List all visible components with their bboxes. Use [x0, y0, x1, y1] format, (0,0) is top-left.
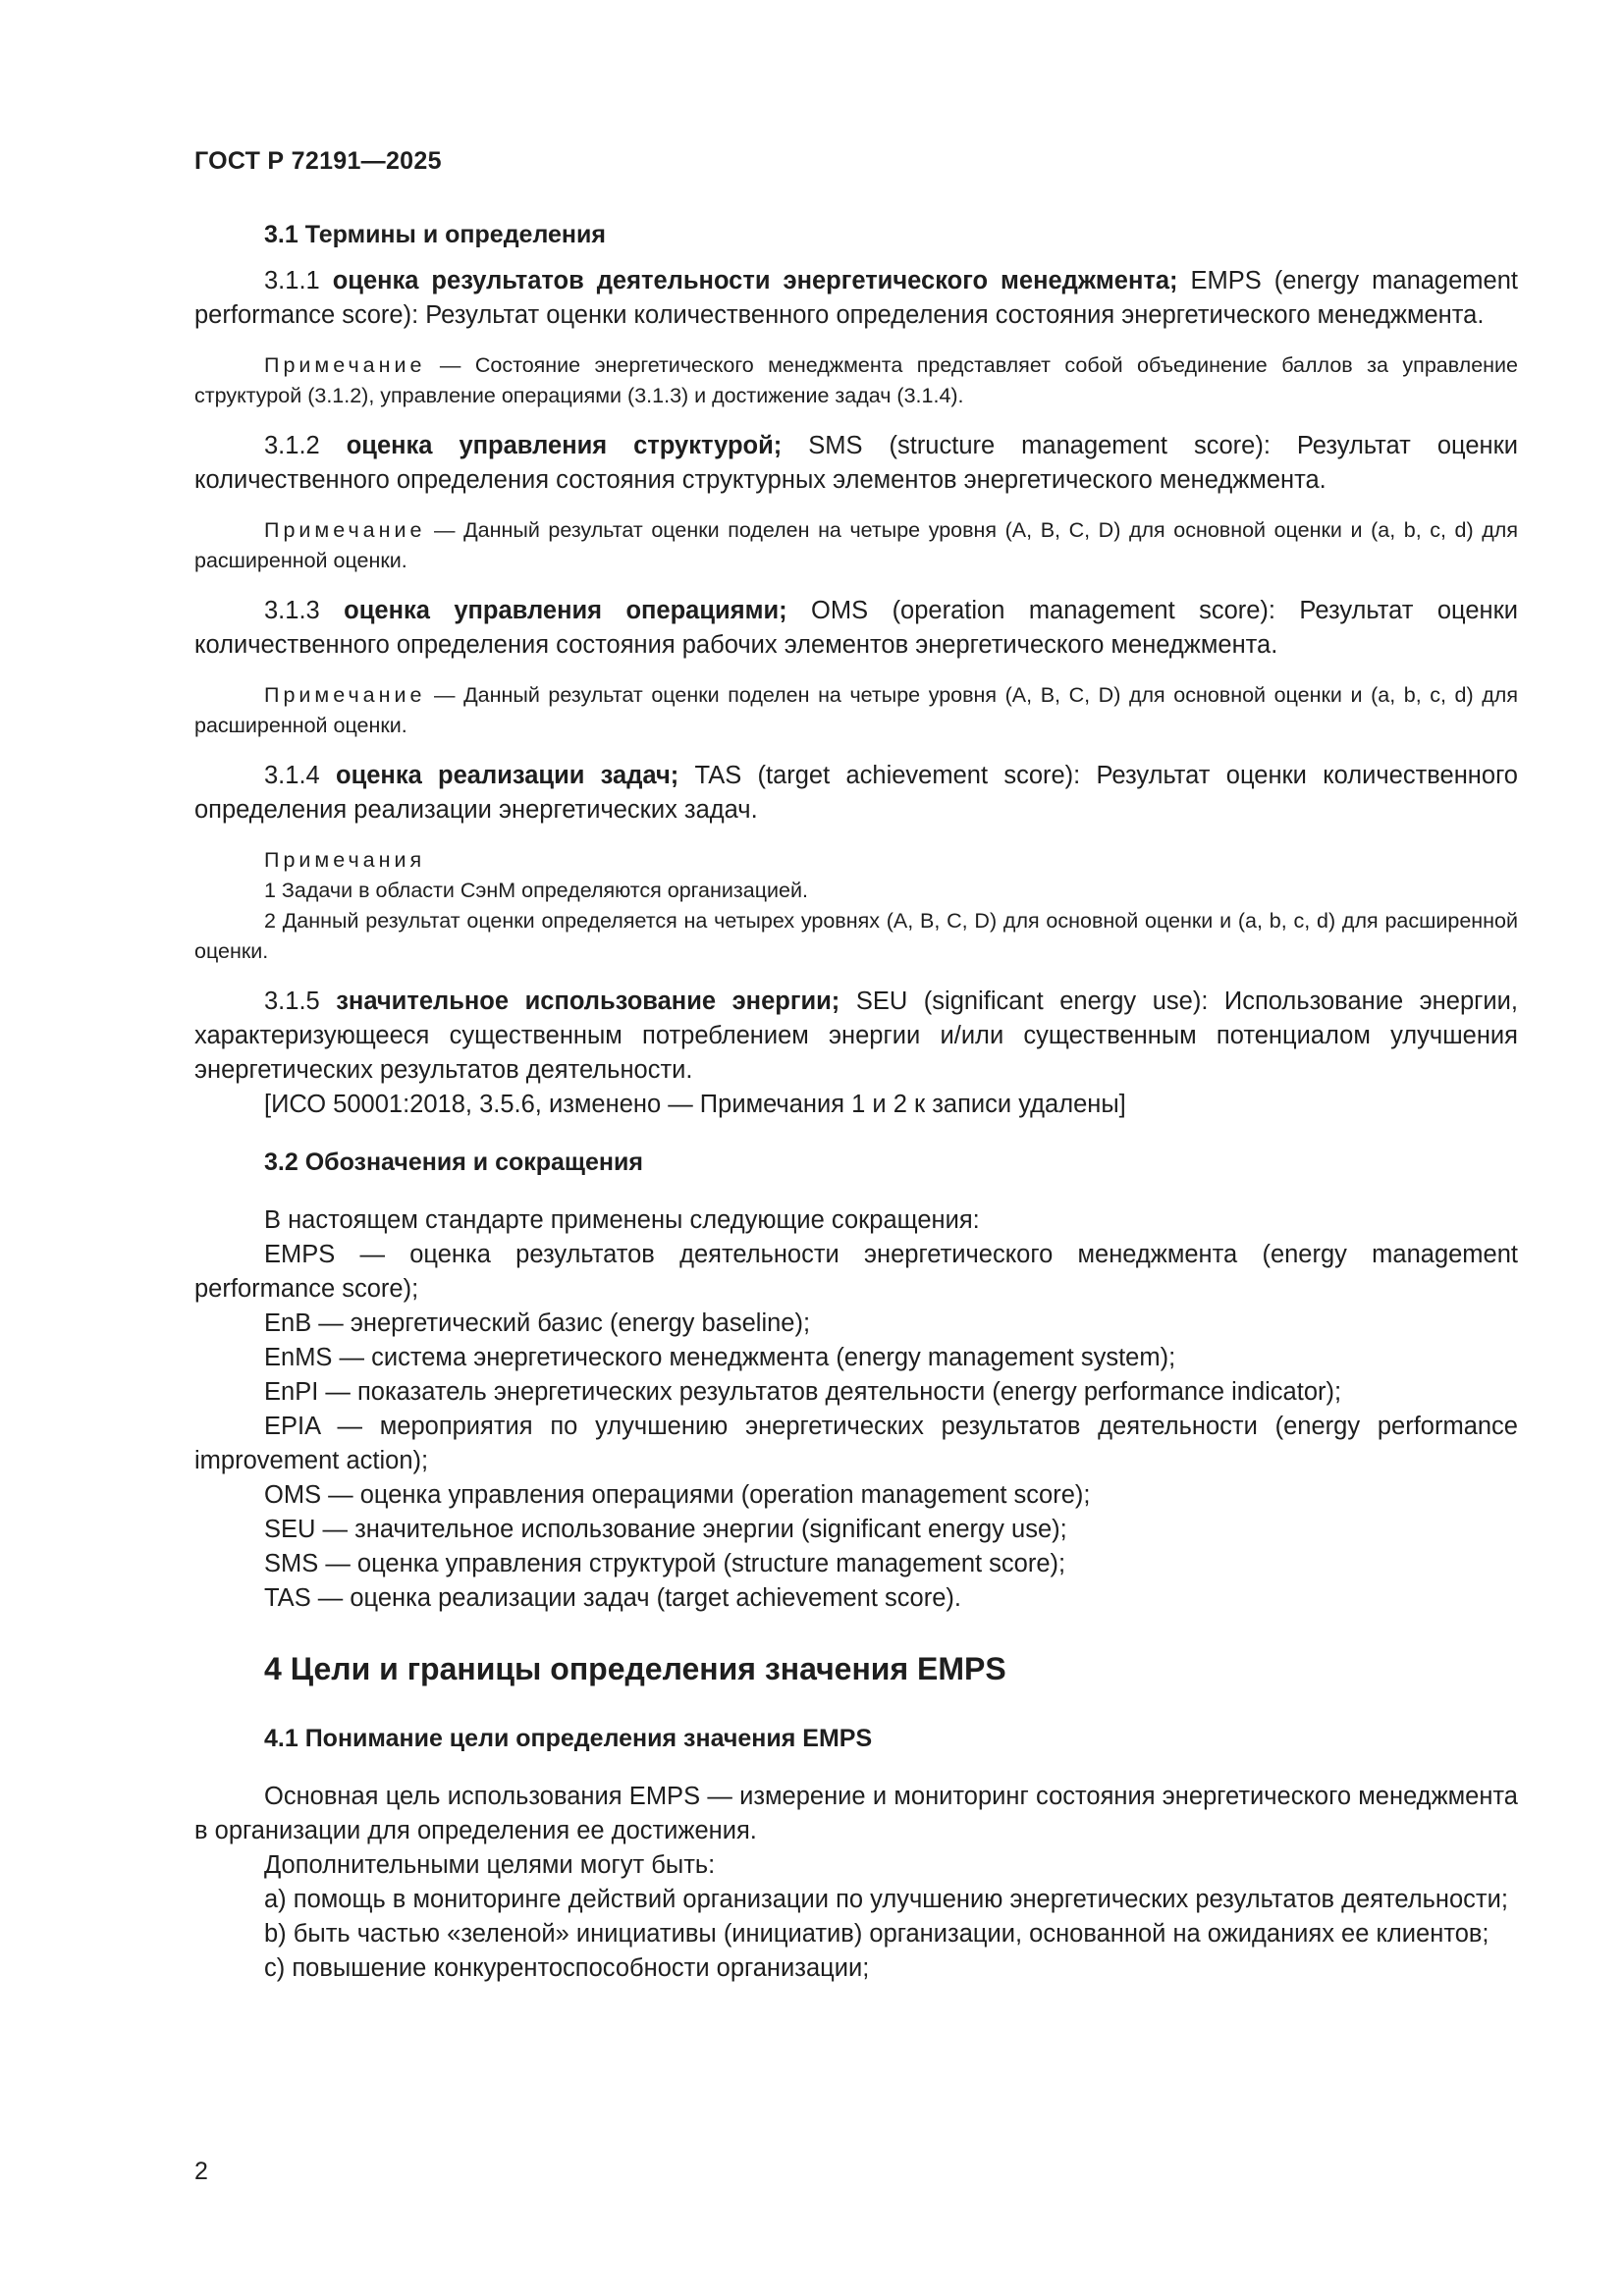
- abbreviation-item: EMPS — оценка результатов деятельности энергетического менеджмента (energy management performance score);: [194, 1241, 1518, 1303]
- section-4-1-title: 4.1 Понимание цели определения значения EMPS: [264, 1725, 873, 1752]
- abbreviation-item: TAS — оценка реализации задач (target achievement score).: [264, 1584, 961, 1612]
- section-4-1-paragraph: Дополнительными целями могут быть:: [264, 1851, 716, 1879]
- note-3-1-2: Примечание — Данный результат оценки поделен на четыре уровня (A, B, C, D) для основной оценки и (a, b, c, d) для расширенной оценки.: [194, 518, 1518, 572]
- section-3-2-title: 3.2 Обозначения и сокращения: [264, 1148, 643, 1176]
- abbreviation-item: EnB — энергетический базис (energy baseline);: [264, 1309, 811, 1337]
- section-3-1-title: 3.1 Термины и определения: [264, 221, 606, 248]
- abbreviations-intro: В настоящем стандарте применены следующие сокращения:: [264, 1206, 980, 1234]
- list-item-c: c) повышение конкурентоспособности организации;: [264, 1954, 870, 1982]
- section-4-title: 4 Цели и границы определения значения EMPS: [264, 1651, 1006, 1686]
- term-3-1-2: 3.1.2 оценка управления структурой; SMS (structure management score): Результат оценки количественного определения состояния структурных элементов энергетического менеджмента.: [194, 432, 1519, 494]
- abbreviation-item: SEU — значительное использование энергии (significant energy use);: [264, 1516, 1067, 1543]
- term-3-1-1: 3.1.1 оценка результатов деятельности энергетического менеджмента; EMPS (energy management performance score): Результат оценки количественного определения состояния энергетического менеджмента.: [194, 267, 1518, 329]
- abbreviation-item: OMS — оценка управления операциями (operation management score);: [264, 1481, 1091, 1509]
- abbreviation-item: EnPI — показатель энергетических результатов деятельности (energy performance indicator);: [264, 1378, 1342, 1406]
- document-header: ГОСТ Р 72191—2025: [194, 147, 442, 175]
- term-3-1-5: 3.1.5 значительное использование энергии; SEU (significant energy use): Использование энергии, характеризующееся существенным потреблением энергии и/или существенным потенциалом улучшения энергетических результатов деятельности.: [194, 988, 1518, 1084]
- abbreviation-item: EnMS — система энергетического менеджмента (energy management system);: [264, 1344, 1176, 1371]
- note-3-1-4-2: 2 Данный результат оценки определяется на четырех уровнях (A, B, C, D) для основной оценки и (a, b, c, d) для расширенной оценки.: [194, 909, 1518, 963]
- notes-label-3-1-4: Примечания: [264, 848, 426, 872]
- list-item-b: b) быть частью «зеленой» инициативы (инициатив) организации, основанной на ожиданиях ее клиентов;: [264, 1920, 1489, 1948]
- note-3-1-1: Примечание — Состояние энергетического менеджмента представляет собой объединение баллов за управление структурой (3.1.2), управление операциями (3.1.3) и достижение задач (3.1.4).: [194, 353, 1518, 407]
- note-3-1-4-1: 1 Задачи в области СэнМ определяются организацией.: [264, 879, 808, 902]
- note-3-1-3: Примечание — Данный результат оценки поделен на четыре уровня (A, B, C, D) для основной оценки и (a, b, c, d) для расширенной оценки.: [194, 683, 1518, 737]
- term-3-1-4: 3.1.4 оценка реализации задач; TAS (target achievement score): Результат оценки количественного определения реализации энергетических задач.: [194, 762, 1518, 824]
- document-body: [194, 218, 1518, 1986]
- abbreviation-item: SMS — оценка управления структурой (structure management score);: [264, 1550, 1066, 1577]
- abbreviation-item: EPIA — мероприятия по улучшению энергетических результатов деятельности (energy performance improvement action);: [194, 1413, 1518, 1474]
- section-4-1-paragraph: Основная цель использования EMPS — измерение и мониторинг состояния энергетического менеджмента в организации для определения ее достижения.: [194, 1783, 1518, 1844]
- term-3-1-3: 3.1.3 оценка управления операциями; OMS (operation management score): Результат оценки количественного определения состояния рабочих элементов энергетического менеджмента.: [194, 597, 1518, 659]
- list-item-a: a) помощь в мониторинге действий организации по улучшению энергетических результатов деятельности;: [264, 1886, 1508, 1913]
- term-3-1-5-source: [ИСО 50001:2018, 3.5.6, изменено — Примечания 1 и 2 к записи удалены]: [264, 1091, 1126, 1118]
- page-number: 2: [194, 2158, 208, 2185]
